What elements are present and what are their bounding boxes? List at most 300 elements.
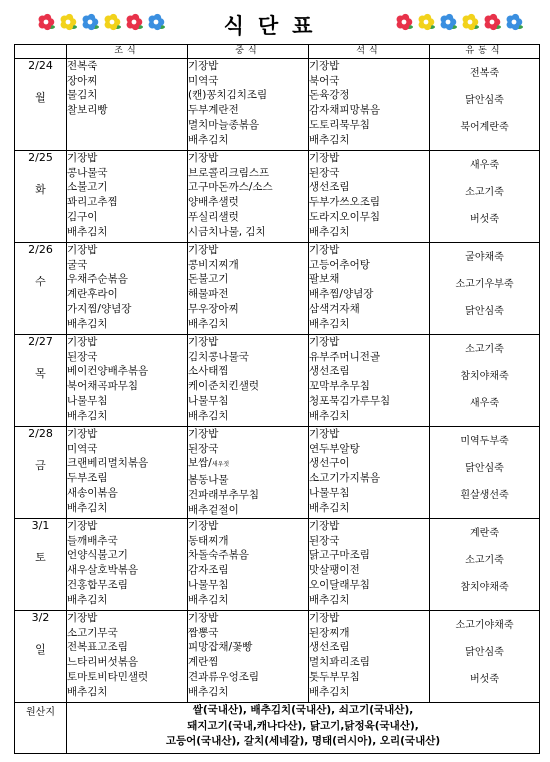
origin-label: 원산지: [15, 703, 67, 754]
header-cell-blank: [15, 45, 67, 59]
menu-item-text: 배추김치: [67, 593, 108, 606]
date-cell: [15, 151, 67, 243]
menu-item-text: 기장밥: [188, 428, 219, 440]
menu-item-text: 배추김치: [188, 685, 229, 698]
menu-item: [309, 685, 429, 700]
flower-icon: [124, 12, 144, 32]
menu-item: [67, 166, 187, 181]
infant-cell: [430, 59, 540, 151]
menu-item: [67, 655, 187, 670]
menu-item: [188, 548, 308, 563]
menu-item-text: 배추김치: [309, 593, 350, 606]
menu-item-text: 배추김치: [309, 133, 350, 146]
breakfast-cell: [67, 59, 188, 151]
menu-item: [67, 287, 187, 302]
menu-item: [309, 548, 429, 563]
menu-item: [188, 302, 308, 317]
menu-item: [309, 364, 429, 379]
infant-item: 닭안심죽: [465, 647, 504, 658]
menu-item: [309, 88, 429, 103]
menu-item-text: 기장밥: [67, 244, 98, 256]
menu-item-text: 무우장아찌: [188, 302, 239, 315]
dinner-cell: [309, 611, 430, 703]
menu-item: [188, 456, 308, 473]
menu-item: [309, 180, 429, 195]
menu-item-text: 톳두부무침: [309, 670, 360, 683]
flower-icon: [394, 12, 414, 32]
menu-item-text: 소고기가지볶음: [309, 472, 381, 485]
menu-item: [67, 74, 187, 89]
date-label: 3/2: [31, 611, 50, 624]
menu-item: [67, 548, 187, 563]
menu-item: [309, 534, 429, 549]
menu-item-text: 생선조림: [309, 181, 350, 194]
menu-item: [67, 302, 187, 317]
menu-item-text: 시금치나물, 김치: [188, 225, 266, 238]
weekday-label: 월: [35, 91, 46, 104]
menu-item-text: 언양식불고기: [67, 549, 128, 562]
menu-item-text: 새송이볶음: [67, 486, 118, 499]
menu-item: [67, 379, 187, 394]
menu-item: [188, 488, 308, 503]
menu-item-text: 돈육강정: [309, 89, 350, 102]
menu-item-text: 된장국: [67, 350, 98, 363]
day-row: [15, 243, 540, 335]
menu-item-text: 찰보리빵: [67, 104, 108, 117]
infant-cell: [430, 611, 540, 703]
menu-item-text: 콩비지찌개: [188, 258, 239, 271]
header-cell-lunch: 중식: [188, 45, 309, 59]
menu-item-text: 계란찜: [188, 656, 219, 669]
infant-item: 참치야채죽: [460, 582, 509, 593]
menu-item: [67, 88, 187, 103]
menu-item: [67, 180, 187, 195]
origin-line: 쌀(국내산), 배추김치(국내산), 쇠고기(국내산),: [192, 704, 414, 716]
dinner-cell: [309, 427, 430, 519]
breakfast-cell: [67, 243, 188, 335]
menu-item-text: 유부주머니전골: [309, 350, 381, 363]
menu-item-text: 김치콩나물국: [188, 350, 249, 363]
dinner-cell: [309, 151, 430, 243]
lunch-cell: [188, 427, 309, 519]
menu-item-text: 기장밥: [309, 336, 340, 348]
menu-item-text: 두부조림: [67, 472, 108, 485]
menu-item: [67, 593, 187, 608]
menu-item: [188, 364, 308, 379]
menu-item: [67, 578, 187, 593]
infant-item: 계란죽: [470, 528, 499, 539]
menu-item-text: 배추김치: [309, 501, 350, 514]
menu-item-text: 소불고기: [67, 181, 108, 194]
menu-item: [67, 640, 187, 655]
menu-item: [309, 409, 429, 424]
day-row: [15, 611, 540, 703]
menu-item-text: 토마토비타민샐럿: [67, 670, 149, 683]
menu-item: [188, 427, 308, 442]
menu-item-text: 물김치: [67, 89, 98, 102]
menu-item: [309, 670, 429, 685]
menu-item-text: 멸치마늘종볶음: [188, 118, 260, 131]
date-cell: [15, 611, 67, 703]
infant-item: 버섯죽: [470, 674, 499, 685]
menu-item: [309, 640, 429, 655]
menu-item-text: 크랜베리멸치볶음: [67, 457, 149, 470]
menu-item-text: 청포묵김가루무침: [309, 394, 391, 407]
lunch-cell: [188, 611, 309, 703]
menu-item-text: 배추김치: [309, 225, 350, 238]
menu-item-text: 닭고구마조림: [309, 549, 370, 562]
menu-item-text: 배추겉절이: [188, 503, 239, 516]
menu-item-text: 기장밥: [188, 612, 219, 624]
menu-item-text: 된장국: [188, 442, 219, 455]
menu-item: [188, 442, 308, 457]
infant-item: 소고기죽: [465, 344, 504, 355]
menu-item-text: 미역국: [67, 442, 98, 455]
menu-item-text: 기장밥: [67, 152, 98, 164]
menu-item: [188, 655, 308, 670]
menu-item-note: 새우젓: [211, 461, 230, 469]
menu-item-text: 고등어추어탕: [309, 258, 370, 271]
menu-item: [67, 471, 187, 486]
weekday-label: 일: [35, 643, 46, 656]
menu-item: [309, 394, 429, 409]
menu-item-text: 건홍합무조림: [67, 578, 128, 591]
infant-item: 미역두부죽: [460, 436, 509, 447]
menu-item: [67, 563, 187, 578]
date-cell: [15, 519, 67, 611]
dinner-cell: [309, 335, 430, 427]
menu-item-text: 건파래부추무침: [188, 488, 260, 501]
flower-icon: [460, 12, 480, 32]
menu-item-text: 두부계란전: [188, 104, 239, 117]
menu-item: [309, 195, 429, 210]
menu-item: [67, 258, 187, 273]
infant-item: 참치야채죽: [460, 371, 509, 382]
menu-item: [67, 335, 187, 350]
menu-item-text: 배추김치: [309, 685, 350, 698]
menu-item-text: 감자조림: [188, 564, 229, 577]
infant-cell: [430, 427, 540, 519]
menu-item: [188, 225, 308, 240]
menu-item: [309, 74, 429, 89]
menu-item-text: 배추김치: [67, 501, 108, 514]
menu-item-text: 연두부알탕: [309, 442, 360, 455]
menu-item: [67, 59, 187, 74]
date-label: 2/26: [28, 243, 53, 256]
breakfast-cell: [67, 335, 188, 427]
date-cell: [15, 59, 67, 151]
menu-item-text: 오이달래무침: [309, 578, 370, 591]
menu-item: [188, 210, 308, 225]
menu-item-text: 기장밥: [309, 612, 340, 624]
menu-item-text: 배추김치: [188, 409, 229, 422]
infant-item: 흰살생선죽: [460, 490, 509, 501]
infant-item: 새우죽: [470, 160, 499, 171]
lunch-cell: [188, 59, 309, 151]
origin-row: [15, 703, 540, 754]
infant-item: 버섯죽: [470, 214, 499, 225]
date-label: 3/1: [31, 519, 50, 532]
flower-decoration-right: [394, 12, 524, 32]
menu-item: [309, 350, 429, 365]
menu-item: [309, 427, 429, 442]
menu-item: [67, 486, 187, 501]
menu-item: [309, 578, 429, 593]
menu-item: [67, 427, 187, 442]
menu-item: [309, 317, 429, 332]
header-cell-infant: 유동식: [430, 45, 540, 59]
menu-item: [67, 210, 187, 225]
menu-item-text: 기장밥: [188, 336, 219, 348]
menu-item-text: 된장국: [309, 534, 340, 547]
menu-item-text: 삼색겨자채: [309, 302, 360, 315]
dinner-cell: [309, 519, 430, 611]
menu-item: [188, 563, 308, 578]
menu-item-text: 고구마돈까스/소스: [188, 181, 273, 194]
menu-item: [188, 243, 308, 258]
flower-icon: [504, 12, 524, 32]
flower-icon: [482, 12, 502, 32]
menu-item-text: 배추김치: [67, 317, 108, 330]
breakfast-cell: [67, 427, 188, 519]
menu-item-text: 동태찌개: [188, 534, 229, 547]
date-label: 2/24: [28, 59, 53, 72]
lunch-cell: [188, 519, 309, 611]
menu-item-text: 배추김치: [67, 225, 108, 238]
weekday-label: 화: [35, 183, 46, 196]
flower-icon: [36, 12, 56, 32]
menu-item-text: 기장밥: [309, 152, 340, 164]
menu-item: [188, 133, 308, 148]
menu-item: [188, 180, 308, 195]
flower-icon: [102, 12, 122, 32]
menu-item: [309, 103, 429, 118]
menu-item: [67, 225, 187, 240]
menu-item-text: 도토리묵무침: [309, 118, 370, 131]
weekday-label: 목: [35, 367, 46, 380]
header-row: [15, 45, 540, 59]
header-cell-dinner: 석식: [309, 45, 430, 59]
lunch-cell: [188, 243, 309, 335]
menu-item: [309, 272, 429, 287]
menu-item-text: 기장밥: [67, 336, 98, 348]
menu-item: [188, 685, 308, 700]
infant-cell: [430, 151, 540, 243]
menu-item-text: 배추김치: [188, 317, 229, 330]
menu-item: [309, 593, 429, 608]
menu-item: [309, 335, 429, 350]
menu-item: [67, 350, 187, 365]
menu-item: [188, 670, 308, 685]
menu-item-text: 돈불고기: [188, 273, 229, 286]
menu-item-text: 생선조림: [309, 365, 350, 378]
menu-item-text: 북어국: [309, 74, 340, 87]
menu-item: [188, 287, 308, 302]
menu-item-text: 배추김치: [309, 409, 350, 422]
menu-item: [188, 394, 308, 409]
lunch-cell: [188, 151, 309, 243]
menu-item: [188, 195, 308, 210]
weekday-label: 금: [35, 459, 46, 472]
infant-item: 소고기야채죽: [455, 620, 514, 631]
menu-item: [188, 534, 308, 549]
menu-item-text: 미역국: [188, 74, 219, 87]
menu-item-text: 나물무침: [188, 578, 229, 591]
breakfast-cell: [67, 151, 188, 243]
infant-item: 소고기우부죽: [455, 279, 514, 290]
menu-item-text: 나물무침: [188, 394, 229, 407]
menu-item: [309, 287, 429, 302]
menu-item-text: 팔보채: [309, 273, 340, 286]
header: [0, 0, 550, 44]
menu-item: [188, 103, 308, 118]
menu-item: [188, 626, 308, 641]
day-row: [15, 335, 540, 427]
menu-item-text: 나물무침: [67, 394, 108, 407]
menu-item: [67, 626, 187, 641]
dinner-cell: [309, 59, 430, 151]
menu-item-text: 꼬막부추무침: [309, 380, 370, 393]
menu-item-text: 맛살팽이전: [309, 564, 360, 577]
menu-item-text: (캔)꽁치김치조림: [188, 89, 268, 102]
origin-line: 고등어(국내산), 갈치(세네갈), 명태(러시아), 오리(국내산): [165, 735, 441, 747]
menu-item: [309, 611, 429, 626]
menu-item-text: 우채주순볶음: [67, 273, 128, 286]
menu-item: [309, 501, 429, 516]
menu-item-text: 기장밥: [309, 428, 340, 440]
menu-item: [67, 243, 187, 258]
breakfast-cell: [67, 611, 188, 703]
menu-item: [309, 225, 429, 240]
menu-item: [309, 302, 429, 317]
menu-item: [309, 210, 429, 225]
menu-item-text: 감자채피망볶음: [309, 104, 381, 117]
menu-item-text: 기장밥: [188, 520, 219, 532]
menu-item-text: 장아찌: [67, 74, 98, 87]
menu-item-text: 기장밥: [188, 152, 219, 164]
menu-item-text: 된장찌개: [309, 626, 350, 639]
menu-item: [188, 258, 308, 273]
menu-item: [309, 442, 429, 457]
menu-item-text: 들깨배추국: [67, 534, 118, 547]
day-row: [15, 151, 540, 243]
menu-item-text: 피망잡채/꽃빵: [188, 641, 253, 654]
menu-item: [309, 519, 429, 534]
menu-item-text: 양배추샐럿: [188, 196, 239, 209]
menu-item: [67, 685, 187, 700]
menu-item: [188, 578, 308, 593]
menu-item: [67, 501, 187, 516]
breakfast-cell: [67, 519, 188, 611]
menu-item-text: 도라지오이무침: [309, 210, 381, 223]
menu-item-text: 기장밥: [309, 60, 340, 72]
menu-item: [188, 519, 308, 534]
origin-info: [67, 703, 540, 754]
date-label: 2/25: [28, 151, 53, 164]
menu-item-text: 멸치꽈리조림: [309, 656, 370, 669]
menu-item-text: 생선조림: [309, 641, 350, 654]
menu-item-text: 푸실리샐럿: [188, 210, 239, 223]
menu-item: [309, 243, 429, 258]
menu-item: [67, 611, 187, 626]
menu-item-text: 기장밥: [188, 60, 219, 72]
day-row: [15, 519, 540, 611]
menu-item: [309, 456, 429, 471]
menu-item: [188, 335, 308, 350]
infant-item: 새우죽: [470, 398, 499, 409]
flower-icon: [58, 12, 78, 32]
infant-item: 닭안심죽: [465, 306, 504, 317]
menu-item-text: 배추김치: [67, 409, 108, 422]
menu-item-text: 브로콜리크림스프: [188, 166, 270, 179]
menu-table: [14, 44, 540, 754]
date-cell: [15, 427, 67, 519]
menu-item-text: 된장국: [309, 166, 340, 179]
menu-item: [67, 195, 187, 210]
infant-cell: [430, 243, 540, 335]
menu-item-text: 배추김치: [188, 133, 229, 146]
menu-item: [67, 409, 187, 424]
menu-item: [188, 151, 308, 166]
infant-item: 닭안심죽: [465, 463, 504, 474]
menu-item: [67, 670, 187, 685]
menu-item: [67, 394, 187, 409]
infant-item: 소고기죽: [465, 187, 504, 198]
menu-item: [188, 166, 308, 181]
infant-cell: [430, 335, 540, 427]
menu-item-text: 보쌈/: [188, 457, 212, 470]
lunch-cell: [188, 335, 309, 427]
menu-item: [67, 317, 187, 332]
menu-item: [309, 563, 429, 578]
menu-item: [188, 59, 308, 74]
infant-item: 전복죽: [470, 68, 499, 79]
weekday-label: 수: [35, 275, 46, 288]
menu-item-text: 기장밥: [309, 244, 340, 256]
menu-item: [188, 473, 308, 488]
menu-item-text: 김구이: [67, 210, 98, 223]
menu-item: [309, 118, 429, 133]
menu-item: [67, 364, 187, 379]
menu-item-text: 전복표고조림: [67, 641, 128, 654]
date-label: 2/28: [28, 427, 53, 440]
dinner-cell: [309, 243, 430, 335]
menu-item-text: 북어채곡파무침: [67, 380, 139, 393]
menu-item-text: 콩나물국: [67, 166, 108, 179]
menu-item-text: 나물무침: [309, 486, 350, 499]
menu-item: [188, 409, 308, 424]
menu-item: [188, 118, 308, 133]
flower-decoration-left: [36, 12, 166, 32]
page-title: 식단표: [223, 14, 327, 38]
menu-item: [67, 534, 187, 549]
menu-item: [188, 88, 308, 103]
menu-item: [67, 519, 187, 534]
day-row: [15, 59, 540, 151]
menu-item-text: 소고기무국: [67, 626, 118, 639]
menu-item: [67, 151, 187, 166]
flower-icon: [416, 12, 436, 32]
infant-item: 북어계란죽: [460, 122, 509, 133]
menu-item-text: 기장밥: [67, 612, 98, 624]
menu-item-text: 기장밥: [309, 520, 340, 532]
menu-item-text: 가지찜/양념장: [67, 302, 132, 315]
flower-icon: [438, 12, 458, 32]
menu-item-text: 견과류우엉조림: [188, 670, 260, 683]
menu-item-text: 해물파전: [188, 288, 229, 301]
menu-item-text: 케이준치킨샐럿: [188, 380, 260, 393]
menu-item-text: 기장밥: [67, 520, 98, 532]
